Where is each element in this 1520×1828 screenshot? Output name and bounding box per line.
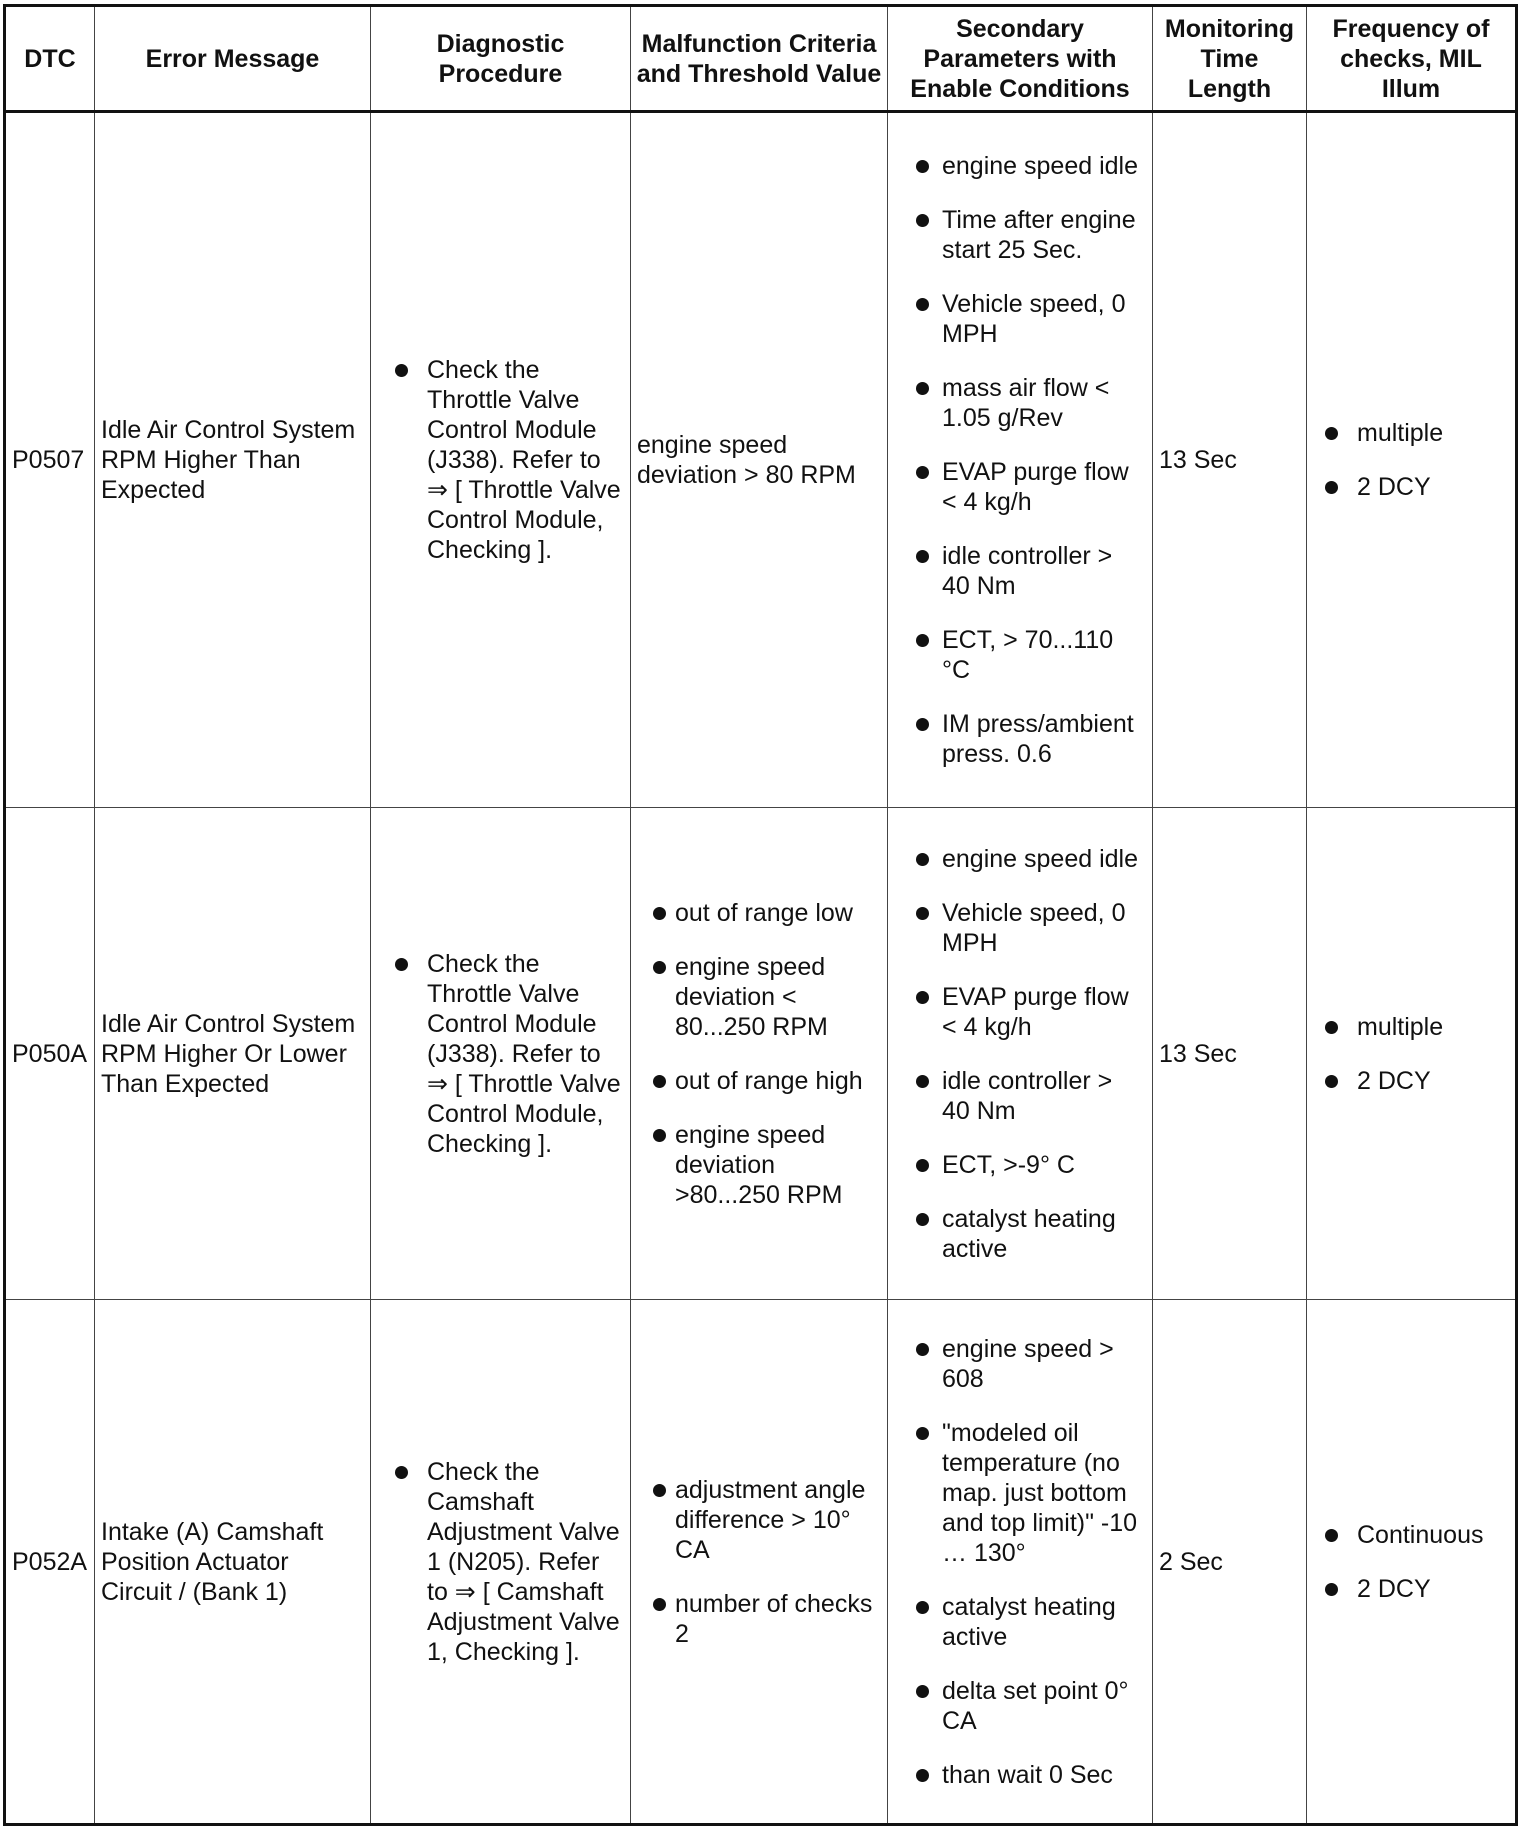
- error-message: Intake (A) Camshaft Position Actuator Circuit / (Bank 1): [95, 1300, 371, 1825]
- frequency-item: 2 DCY: [1313, 1066, 1509, 1096]
- secondary-item: catalyst heating active: [894, 1592, 1146, 1652]
- malfunction-criteria: [631, 808, 888, 1300]
- monitoring-time: 13 Sec: [1153, 808, 1307, 1300]
- secondary-item: Time after engine start 25 Sec.: [894, 205, 1146, 265]
- frequency: [1307, 112, 1517, 808]
- secondary-item: IM press/ambient press. 0.6: [894, 709, 1146, 769]
- dtc-code: P0507: [5, 112, 95, 808]
- secondary-item: "modeled oil temperature (no map. just bottom and top limit)" -10 … 130°: [894, 1418, 1146, 1568]
- error-message: Idle Air Control System RPM Higher Or Lower Than Expected: [95, 808, 371, 1300]
- frequency-item: 2 DCY: [1313, 472, 1509, 502]
- procedure-item: Check the Throttle Valve Control Module (J338). Refer to ⇒ [ Throttle Valve Control Module, Checking ].: [377, 355, 624, 565]
- monitoring-time: 2 Sec: [1153, 1300, 1307, 1825]
- malfunction-criteria: engine speed deviation > 80 RPM: [631, 112, 888, 808]
- secondary-item: catalyst heating active: [894, 1204, 1146, 1264]
- header-malfunction-criteria: Malfunction Criteria and Threshold Value: [631, 6, 888, 112]
- header-dtc: DTC: [5, 6, 95, 112]
- frequency-item: multiple: [1313, 1012, 1509, 1042]
- secondary-item: ECT, > 70...110 °C: [894, 625, 1146, 685]
- error-message: Idle Air Control System RPM Higher Than Expected: [95, 112, 371, 808]
- header-row: [5, 6, 1517, 112]
- criteria-item: out of range high: [637, 1066, 881, 1096]
- header-frequency: Frequency of checks, MIL Illum: [1307, 6, 1517, 112]
- secondary-item: EVAP purge flow < 4 kg/h: [894, 982, 1146, 1042]
- secondary-item: than wait 0 Sec: [894, 1760, 1146, 1790]
- header-secondary-parameters: Secondary Parameters with Enable Conditions: [888, 6, 1153, 112]
- secondary-item: EVAP purge flow < 4 kg/h: [894, 457, 1146, 517]
- secondary-item: engine speed idle: [894, 151, 1146, 181]
- procedure-item: Check the Camshaft Adjustment Valve 1 (N205). Refer to ⇒ [ Camshaft Adjustment Valve 1, Checking ].: [377, 1457, 624, 1667]
- dtc-table: [3, 4, 1518, 1826]
- criteria-item: out of range low: [637, 898, 881, 928]
- diagnostic-procedure: [371, 1300, 631, 1825]
- secondary-item: idle controller > 40 Nm: [894, 541, 1146, 601]
- secondary-item: engine speed idle: [894, 844, 1146, 874]
- procedure-item: Check the Throttle Valve Control Module (J338). Refer to ⇒ [ Throttle Valve Control Module, Checking ].: [377, 949, 624, 1159]
- criteria-item: engine speed deviation >80...250 RPM: [637, 1120, 881, 1210]
- header-monitoring-time: Monitoring Time Length: [1153, 6, 1307, 112]
- secondary-item: engine speed > 608: [894, 1334, 1146, 1394]
- table-row: [5, 1300, 1517, 1825]
- secondary-parameters: [888, 112, 1153, 808]
- frequency-item: Continuous: [1313, 1520, 1509, 1550]
- header-diagnostic-procedure: Diagnostic Procedure: [371, 6, 631, 112]
- dtc-code: P050A: [5, 808, 95, 1300]
- criteria-item: adjustment angle difference > 10° CA: [637, 1475, 881, 1565]
- frequency: [1307, 808, 1517, 1300]
- malfunction-criteria: [631, 1300, 888, 1825]
- secondary-item: idle controller > 40 Nm: [894, 1066, 1146, 1126]
- diagnostic-procedure: [371, 808, 631, 1300]
- criteria-item: number of checks 2: [637, 1589, 881, 1649]
- secondary-parameters: [888, 808, 1153, 1300]
- diagnostic-procedure: [371, 112, 631, 808]
- header-error-message: Error Message: [95, 6, 371, 112]
- secondary-item: Vehicle speed, 0 MPH: [894, 898, 1146, 958]
- table-row: [5, 112, 1517, 808]
- secondary-item: delta set point 0° CA: [894, 1676, 1146, 1736]
- criteria-item: engine speed deviation < 80...250 RPM: [637, 952, 881, 1042]
- frequency-item: multiple: [1313, 418, 1509, 448]
- secondary-parameters: [888, 1300, 1153, 1825]
- secondary-item: Vehicle speed, 0 MPH: [894, 289, 1146, 349]
- secondary-item: ECT, >-9° C: [894, 1150, 1146, 1180]
- monitoring-time: 13 Sec: [1153, 112, 1307, 808]
- table-row: [5, 808, 1517, 1300]
- dtc-code: P052A: [5, 1300, 95, 1825]
- frequency-item: 2 DCY: [1313, 1574, 1509, 1604]
- secondary-item: mass air flow < 1.05 g/Rev: [894, 373, 1146, 433]
- frequency: [1307, 1300, 1517, 1825]
